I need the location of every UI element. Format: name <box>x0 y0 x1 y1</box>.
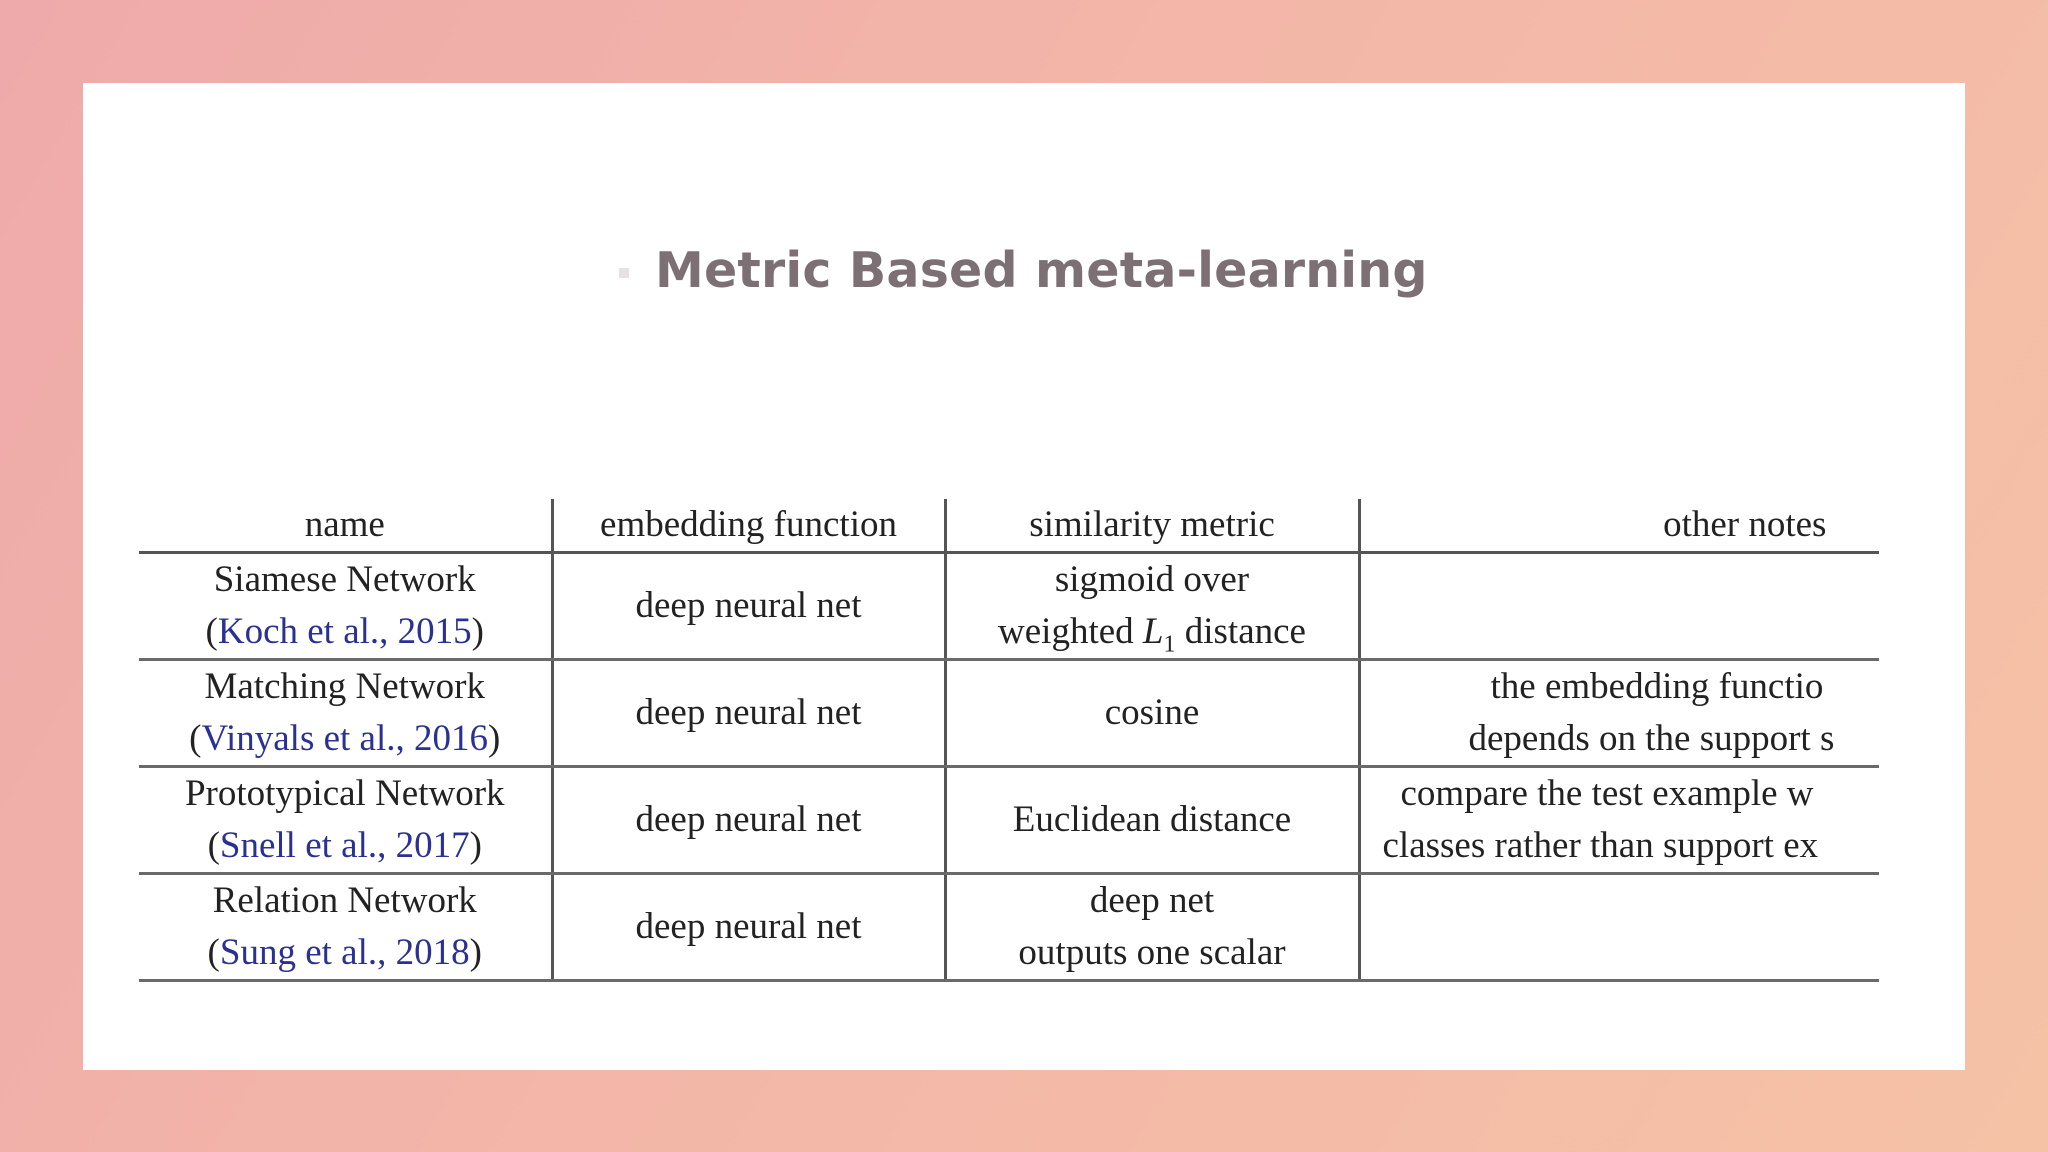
citation-close-paren: ) <box>471 611 484 652</box>
table-row <box>139 553 1879 660</box>
cell-notes <box>1359 767 1879 874</box>
cell-embedding: deep neural net <box>552 553 945 660</box>
header-similarity-metric: similarity metric <box>945 499 1359 553</box>
citation-link[interactable]: Koch et al., 2015 <box>217 611 472 652</box>
notes-line-2: depends on the support s <box>1468 718 1835 759</box>
citation <box>147 927 543 979</box>
citation-close-paren: ) <box>469 825 482 866</box>
metric-line-2: outputs one scalar <box>1018 932 1286 973</box>
table-row <box>139 767 1879 874</box>
citation-link[interactable]: Sung et al., 2018 <box>219 932 470 973</box>
cell-name <box>139 874 552 981</box>
notes-line-1: the embedding functio <box>1490 666 1824 707</box>
cell-notes <box>1359 874 1879 981</box>
header-name: name <box>139 499 552 553</box>
table-header-row <box>139 499 1879 553</box>
metric-line-2 <box>955 606 1350 658</box>
cell-embedding: deep neural net <box>552 874 945 981</box>
cell-name <box>139 660 552 767</box>
math-var-letter: L <box>1142 611 1164 652</box>
table-row <box>139 660 1879 767</box>
title-text: Metric Based meta-learning <box>655 241 1428 299</box>
citation <box>147 606 543 658</box>
comparison-table <box>139 499 1879 982</box>
citation-close-paren: ) <box>488 718 501 759</box>
cell-name <box>139 767 552 874</box>
cell-name <box>139 553 552 660</box>
citation-link[interactable]: Snell et al., 2017 <box>219 825 470 866</box>
cell-metric: cosine <box>945 660 1359 767</box>
model-name: Prototypical Network <box>184 773 505 814</box>
notes-line-2: classes rather than support ex <box>1382 825 1819 866</box>
citation-close-paren: ) <box>469 932 482 973</box>
slide <box>83 83 1965 1070</box>
citation-link[interactable]: Vinyals et al., 2016 <box>201 718 489 759</box>
cell-embedding: deep neural net <box>552 767 945 874</box>
slide-title <box>619 225 1428 315</box>
citation-open-paren: ( <box>189 718 202 759</box>
math-variable <box>1142 611 1176 658</box>
metric-line-1: deep net <box>1089 880 1215 921</box>
cell-notes <box>1359 553 1879 660</box>
citation <box>147 713 543 765</box>
citation-open-paren: ( <box>205 611 218 652</box>
math-subscript: 1 <box>1163 631 1176 658</box>
metric-text: weighted <box>998 611 1143 652</box>
cell-metric <box>945 553 1359 660</box>
bullet-icon <box>619 268 629 278</box>
cell-embedding: deep neural net <box>552 660 945 767</box>
header-other-notes: other notes <box>1359 499 1879 553</box>
notes-line-1: compare the test example w <box>1400 773 1814 814</box>
metric-text-end: distance <box>1175 611 1306 652</box>
table-row <box>139 874 1879 981</box>
model-name: Siamese Network <box>213 559 476 600</box>
model-name: Matching Network <box>204 666 486 707</box>
cell-metric <box>945 874 1359 981</box>
citation <box>147 820 543 872</box>
cell-notes <box>1359 660 1879 767</box>
citation-open-paren: ( <box>207 932 220 973</box>
metric-line-1: sigmoid over <box>1054 559 1250 600</box>
comparison-table-image <box>139 499 1879 1065</box>
header-embedding-function: embedding function <box>552 499 945 553</box>
model-name: Relation Network <box>212 880 477 921</box>
citation-open-paren: ( <box>207 825 220 866</box>
cell-metric: Euclidean distance <box>945 767 1359 874</box>
